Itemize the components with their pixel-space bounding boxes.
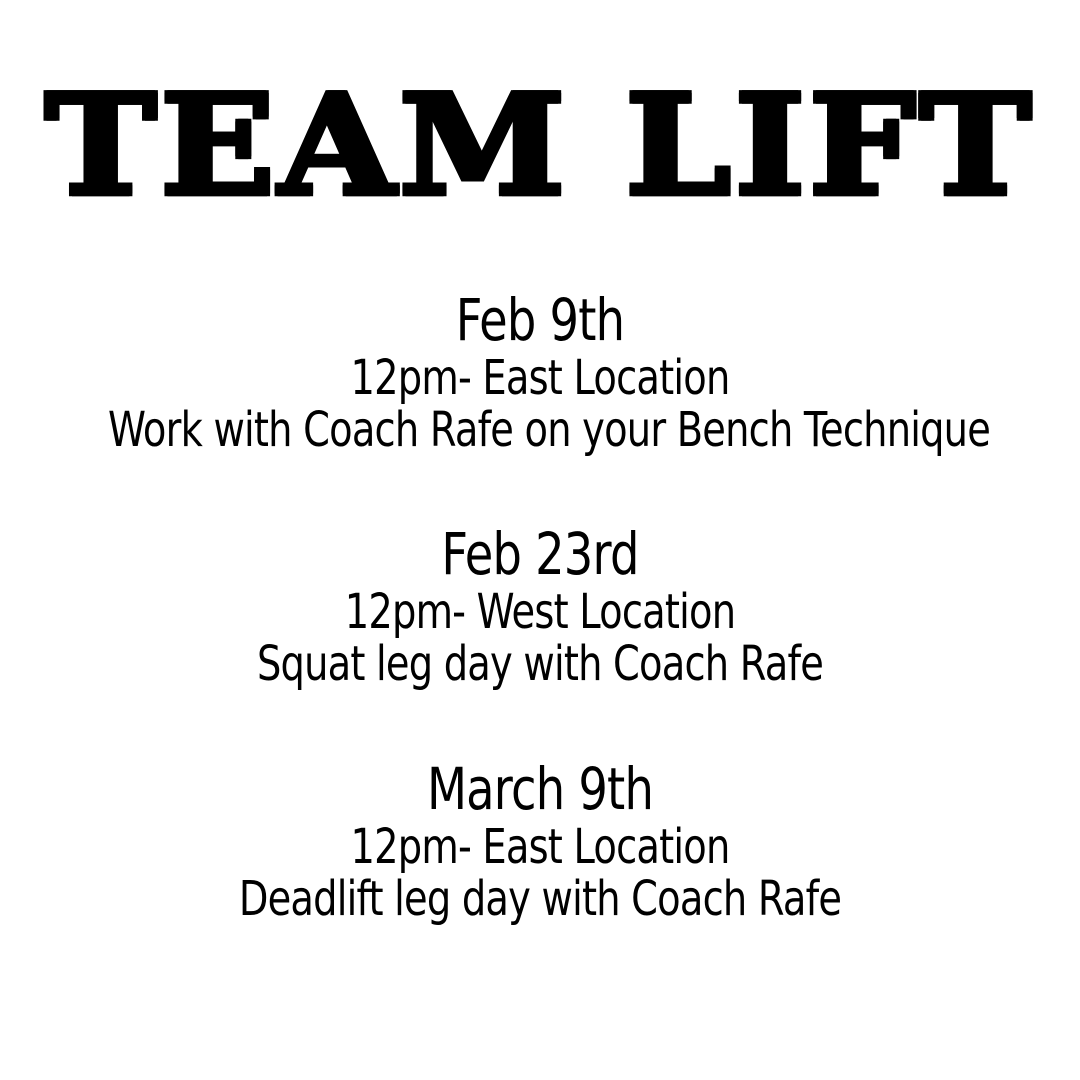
event-description: Deadlift leg day with Coach Rafe — [238, 871, 842, 927]
event-time-location: 12pm- East Location — [350, 819, 730, 875]
event-block — [0, 288, 1080, 456]
event-date: Feb 23rd — [441, 520, 639, 588]
event-description: Work with Coach Rafe on your Bench Technique — [108, 402, 991, 458]
event-time-location: 12pm- East Location — [350, 350, 730, 406]
event-description: Squat leg day with Coach Rafe — [256, 636, 824, 692]
event-time-location: 12pm- West Location — [344, 584, 736, 640]
event-date: March 9th — [426, 755, 654, 823]
event-date: Feb 9th — [455, 286, 625, 354]
event-block — [0, 522, 1080, 690]
event-block — [0, 757, 1080, 925]
page-title: TEAM LIFT — [44, 64, 1036, 227]
